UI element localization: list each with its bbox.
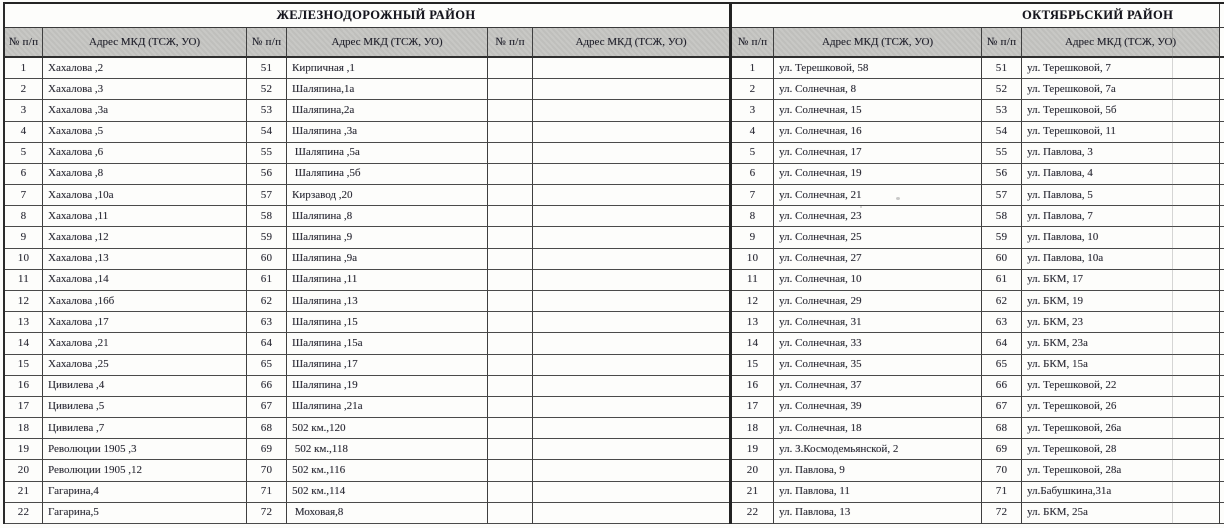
address-cell: Цивилева ,4 [43, 376, 247, 397]
address-cell: Шаляпина ,15а [287, 333, 488, 354]
row-number-cell: 17 [5, 397, 43, 418]
address-cell: Хахалова ,16б [43, 291, 247, 312]
row-number-cell: 7 [732, 185, 774, 206]
row-number-cell: 70 [982, 460, 1022, 481]
cut-off-cell [1220, 355, 1224, 376]
address-cell: Хахалова ,21 [43, 333, 247, 354]
cut-off-cell [1220, 185, 1224, 206]
row-number-cell: 70 [247, 460, 287, 481]
row-number-cell: 71 [982, 482, 1022, 503]
mkd-address-table [3, 2, 1224, 524]
row-number-cell [488, 143, 533, 164]
address-header-cell: Адрес МКД (ТСЖ, УО) [774, 28, 982, 58]
address-cell: 502 км.,116 [287, 460, 488, 481]
district-title: ЖЕЛЕЗНОДОРОЖНЫЙ РАЙОН [5, 4, 729, 28]
address-cell: Цивилева ,5 [43, 397, 247, 418]
address-cell [533, 249, 729, 270]
address-cell [533, 227, 729, 248]
address-cell: ул. Терешковой, 22 [1022, 376, 1219, 397]
row-number-cell: 18 [732, 418, 774, 439]
address-cell: 502 км.,114 [287, 482, 488, 503]
row-number-cell: 20 [5, 460, 43, 481]
address-cell: ул. Солнечная, 19 [774, 164, 982, 185]
row-number-cell: 9 [5, 227, 43, 248]
row-number-cell: 55 [982, 143, 1022, 164]
row-number-cell [488, 164, 533, 185]
address-cell [533, 503, 729, 524]
address-cell [533, 270, 729, 291]
address-cell: ул. БКМ, 23а [1022, 333, 1219, 354]
row-number-cell: 20 [732, 460, 774, 481]
row-number-cell: 69 [247, 439, 287, 460]
address-cell: Хахалова ,17 [43, 312, 247, 333]
row-number-cell [488, 291, 533, 312]
scan-speckle [860, 206, 862, 208]
cut-off-cell [1220, 439, 1224, 460]
address-cell [533, 143, 729, 164]
row-number-cell: 64 [982, 333, 1022, 354]
address-cell: Шаляпина ,15 [287, 312, 488, 333]
address-cell: ул. Терешковой, 28 [1022, 439, 1219, 460]
address-cell [533, 355, 729, 376]
cut-off-cell [1220, 312, 1224, 333]
address-cell: ул. Солнечная, 37 [774, 376, 982, 397]
row-number-cell: 11 [732, 270, 774, 291]
row-number-cell: 53 [247, 100, 287, 121]
row-number-cell: 4 [732, 122, 774, 143]
row-number-cell [488, 122, 533, 143]
address-cell: Хахалова ,2 [43, 58, 247, 79]
row-number-cell: 67 [247, 397, 287, 418]
row-number-cell: 21 [732, 482, 774, 503]
address-cell [533, 418, 729, 439]
address-header-cell: Адрес МКД (ТСЖ, УО) [533, 28, 729, 58]
row-number-cell: 12 [732, 291, 774, 312]
address-cell: ул. Павлова, 10а [1022, 249, 1219, 270]
address-cell: ул. Павлова, 10 [1022, 227, 1219, 248]
address-cell: Кирзавод ,20 [287, 185, 488, 206]
address-cell [533, 100, 729, 121]
cut-off-cell [1220, 79, 1224, 100]
row-number-cell: 51 [982, 58, 1022, 79]
address-cell [533, 206, 729, 227]
address-cell [533, 439, 729, 460]
num-header-cell: № п/п [5, 28, 43, 58]
row-number-cell [488, 79, 533, 100]
address-cell [533, 122, 729, 143]
address-cell: ул. Солнечная, 31 [774, 312, 982, 333]
row-number-cell [488, 227, 533, 248]
section-zheleznodorozhny-rayon [5, 4, 732, 524]
scan-speckle [896, 197, 900, 200]
row-number-cell: 60 [982, 249, 1022, 270]
cut-off-cell [1220, 227, 1224, 248]
cut-off-cell [1220, 100, 1224, 121]
address-header-cell: Адрес МКД (ТСЖ, УО) [43, 28, 247, 58]
scan-artifact-line [1172, 28, 1173, 524]
address-cell: Хахалова ,6 [43, 143, 247, 164]
address-cell: ул. З.Космодемьянской, 2 [774, 439, 982, 460]
address-cell: Хахалова ,5 [43, 122, 247, 143]
address-cell [533, 460, 729, 481]
address-cell: ул. Солнечная, 16 [774, 122, 982, 143]
address-cell: ул. Терешковой, 26 [1022, 397, 1219, 418]
cut-off-cell [1220, 503, 1224, 524]
row-number-cell: 15 [732, 355, 774, 376]
address-cell: Моховая,8 [287, 503, 488, 524]
address-cell: ул. Солнечная, 25 [774, 227, 982, 248]
row-number-cell [488, 376, 533, 397]
address-cell: ул. Павлова, 11 [774, 482, 982, 503]
row-number-cell: 68 [247, 418, 287, 439]
row-number-cell: 3 [5, 100, 43, 121]
cut-off-cell [1220, 164, 1224, 185]
row-number-cell: 66 [247, 376, 287, 397]
row-number-cell: 16 [732, 376, 774, 397]
section-oktyabrsky-rayon [732, 4, 1220, 524]
address-cell: Шаляпина ,9а [287, 249, 488, 270]
row-number-cell: 13 [732, 312, 774, 333]
row-number-cell: 2 [5, 79, 43, 100]
row-number-cell: 11 [5, 270, 43, 291]
row-number-cell: 8 [732, 206, 774, 227]
address-cell: Гагарина,4 [43, 482, 247, 503]
address-cell: ул. Солнечная, 33 [774, 333, 982, 354]
address-cell: Хахалова ,3 [43, 79, 247, 100]
row-number-cell [488, 482, 533, 503]
address-cell: ул. Солнечная, 21 [774, 185, 982, 206]
row-number-cell: 58 [247, 206, 287, 227]
row-number-cell: 56 [982, 164, 1022, 185]
row-number-cell [488, 206, 533, 227]
row-number-cell: 61 [982, 270, 1022, 291]
row-number-cell [488, 418, 533, 439]
row-number-cell: 5 [5, 143, 43, 164]
row-number-cell: 72 [247, 503, 287, 524]
row-number-cell: 10 [5, 249, 43, 270]
address-cell: ул. Солнечная, 39 [774, 397, 982, 418]
address-cell: ул. Терешковой, 11 [1022, 122, 1219, 143]
address-cell [533, 79, 729, 100]
address-cell: ул. Терешковой, 58 [774, 58, 982, 79]
row-number-cell: 51 [247, 58, 287, 79]
address-cell: Хахалова ,10а [43, 185, 247, 206]
cut-off-cell [1220, 206, 1224, 227]
address-cell: Гагарина,5 [43, 503, 247, 524]
cut-off-cell [1220, 4, 1224, 28]
address-cell [533, 164, 729, 185]
row-number-cell: 19 [732, 439, 774, 460]
row-number-cell: 65 [247, 355, 287, 376]
row-number-cell: 52 [247, 79, 287, 100]
row-number-cell: 59 [247, 227, 287, 248]
address-cell: ул. Солнечная, 15 [774, 100, 982, 121]
row-number-cell: 61 [247, 270, 287, 291]
row-number-cell [488, 333, 533, 354]
address-cell: Цивилева ,7 [43, 418, 247, 439]
address-header-cell: Адрес МКД (ТСЖ, УО) [287, 28, 488, 58]
address-cell: ул. Павлова, 4 [1022, 164, 1219, 185]
address-cell: ул. БКМ, 17 [1022, 270, 1219, 291]
address-cell [533, 376, 729, 397]
row-number-cell: 15 [5, 355, 43, 376]
row-number-cell: 22 [5, 503, 43, 524]
address-cell: ул. Солнечная, 35 [774, 355, 982, 376]
row-number-cell: 63 [247, 312, 287, 333]
address-cell: ул. Терешковой, 7 [1022, 58, 1219, 79]
cut-off-cell [1220, 460, 1224, 481]
row-number-cell: 72 [982, 503, 1022, 524]
address-cell: ул. БКМ, 23 [1022, 312, 1219, 333]
address-cell: ул. Павлова, 5 [1022, 185, 1219, 206]
row-number-cell: 12 [5, 291, 43, 312]
row-number-cell: 17 [732, 397, 774, 418]
address-cell: ул. Терешковой, 7а [1022, 79, 1219, 100]
address-cell: ул. Солнечная, 10 [774, 270, 982, 291]
address-cell: Шаляпина ,5а [287, 143, 488, 164]
row-number-cell: 4 [5, 122, 43, 143]
row-number-cell: 14 [5, 333, 43, 354]
address-cell: Шаляпина ,11 [287, 270, 488, 291]
row-number-cell: 71 [247, 482, 287, 503]
num-header-cell: № п/п [982, 28, 1022, 58]
address-cell: ул. БКМ, 19 [1022, 291, 1219, 312]
address-cell [533, 291, 729, 312]
address-cell: Шаляпина ,8 [287, 206, 488, 227]
cut-off-cell [1220, 418, 1224, 439]
address-cell: Хахалова ,8 [43, 164, 247, 185]
row-number-cell [488, 100, 533, 121]
row-number-cell [488, 460, 533, 481]
row-number-cell: 62 [247, 291, 287, 312]
address-cell: Революции 1905 ,12 [43, 460, 247, 481]
address-cell: 502 км.,120 [287, 418, 488, 439]
row-number-cell: 54 [982, 122, 1022, 143]
row-number-cell: 65 [982, 355, 1022, 376]
address-cell: 502 км.,118 [287, 439, 488, 460]
row-number-cell: 69 [982, 439, 1022, 460]
address-cell [533, 397, 729, 418]
address-cell: Шаляпина ,13 [287, 291, 488, 312]
row-number-cell: 22 [732, 503, 774, 524]
address-cell: Революции 1905 ,3 [43, 439, 247, 460]
address-cell: ул. БКМ, 25а [1022, 503, 1219, 524]
cut-off-cell [1220, 291, 1224, 312]
address-cell: Шаляпина ,9 [287, 227, 488, 248]
address-cell: ул. Павлова, 3 [1022, 143, 1219, 164]
row-number-cell [488, 397, 533, 418]
row-number-cell: 67 [982, 397, 1022, 418]
address-cell: ул. Солнечная, 8 [774, 79, 982, 100]
address-cell: Хахалова ,14 [43, 270, 247, 291]
address-cell: ул. Солнечная, 18 [774, 418, 982, 439]
cut-off-cell [1220, 122, 1224, 143]
cut-off-cell [1220, 270, 1224, 291]
cut-off-cell [1220, 376, 1224, 397]
row-number-cell: 16 [5, 376, 43, 397]
address-cell: ул. БКМ, 15а [1022, 355, 1219, 376]
address-cell: Шаляпина,2а [287, 100, 488, 121]
row-number-cell: 2 [732, 79, 774, 100]
address-cell: Хахалова ,3а [43, 100, 247, 121]
row-number-cell: 3 [732, 100, 774, 121]
row-number-cell: 66 [982, 376, 1022, 397]
row-number-cell [488, 439, 533, 460]
row-number-cell: 7 [5, 185, 43, 206]
address-cell: ул. Павлова, 13 [774, 503, 982, 524]
row-number-cell [488, 270, 533, 291]
row-number-cell: 53 [982, 100, 1022, 121]
row-number-cell [488, 312, 533, 333]
address-cell: Шаляпина ,5б [287, 164, 488, 185]
cut-off-cell [1220, 143, 1224, 164]
row-number-cell: 1 [732, 58, 774, 79]
address-cell [533, 312, 729, 333]
address-cell: ул. Солнечная, 17 [774, 143, 982, 164]
address-cell: ул.Бабушкина,31а [1022, 482, 1219, 503]
row-number-cell [488, 185, 533, 206]
row-number-cell: 57 [247, 185, 287, 206]
row-number-cell: 58 [982, 206, 1022, 227]
address-cell: Шаляпина ,17 [287, 355, 488, 376]
row-number-cell: 21 [5, 482, 43, 503]
cut-off-column-sliver [1220, 4, 1224, 524]
address-cell [533, 185, 729, 206]
district-title: ОКТЯБРЬСКИЙ РАЙОН [732, 4, 1219, 28]
num-header-cell: № п/п [488, 28, 533, 58]
address-cell: ул. Солнечная, 29 [774, 291, 982, 312]
row-number-cell: 57 [982, 185, 1022, 206]
row-number-cell [488, 58, 533, 79]
address-cell: Кирпичная ,1 [287, 58, 488, 79]
address-cell: ул. Терешковой, 5б [1022, 100, 1219, 121]
address-cell: Шаляпина,1а [287, 79, 488, 100]
address-cell: Хахалова ,13 [43, 249, 247, 270]
address-cell [533, 58, 729, 79]
row-number-cell: 8 [5, 206, 43, 227]
row-number-cell [488, 249, 533, 270]
num-header-cell: № п/п [247, 28, 287, 58]
cut-off-cell [1220, 28, 1224, 58]
address-cell: ул. Терешковой, 28а [1022, 460, 1219, 481]
address-header-cell: Адрес МКД (ТСЖ, УО) [1022, 28, 1219, 58]
row-number-cell: 5 [732, 143, 774, 164]
address-cell: Шаляпина ,19 [287, 376, 488, 397]
address-cell: Хахалова ,12 [43, 227, 247, 248]
row-number-cell: 13 [5, 312, 43, 333]
address-cell: ул. Солнечная, 23 [774, 206, 982, 227]
address-cell: Хахалова ,11 [43, 206, 247, 227]
cut-off-cell [1220, 249, 1224, 270]
address-cell: ул. Павлова, 9 [774, 460, 982, 481]
cut-off-cell [1220, 58, 1224, 79]
row-number-cell: 10 [732, 249, 774, 270]
row-number-cell: 9 [732, 227, 774, 248]
row-number-cell: 62 [982, 291, 1022, 312]
address-cell: ул. Солнечная, 27 [774, 249, 982, 270]
cut-off-cell [1220, 397, 1224, 418]
address-cell: ул. Терешковой, 26а [1022, 418, 1219, 439]
row-number-cell: 63 [982, 312, 1022, 333]
address-cell: ул. Павлова, 7 [1022, 206, 1219, 227]
row-number-cell: 59 [982, 227, 1022, 248]
cut-off-cell [1220, 333, 1224, 354]
row-number-cell: 54 [247, 122, 287, 143]
row-number-cell: 64 [247, 333, 287, 354]
address-cell: Хахалова ,25 [43, 355, 247, 376]
address-cell: Шаляпина ,3а [287, 122, 488, 143]
row-number-cell: 6 [732, 164, 774, 185]
row-number-cell: 19 [5, 439, 43, 460]
row-number-cell: 1 [5, 58, 43, 79]
row-number-cell: 14 [732, 333, 774, 354]
row-number-cell [488, 355, 533, 376]
num-header-cell: № п/п [732, 28, 774, 58]
cut-off-cell [1220, 482, 1224, 503]
row-number-cell [488, 503, 533, 524]
row-number-cell: 18 [5, 418, 43, 439]
row-number-cell: 55 [247, 143, 287, 164]
row-number-cell: 6 [5, 164, 43, 185]
address-cell [533, 333, 729, 354]
address-cell [533, 482, 729, 503]
row-number-cell: 56 [247, 164, 287, 185]
row-number-cell: 68 [982, 418, 1022, 439]
address-cell: Шаляпина ,21а [287, 397, 488, 418]
row-number-cell: 60 [247, 249, 287, 270]
row-number-cell: 52 [982, 79, 1022, 100]
